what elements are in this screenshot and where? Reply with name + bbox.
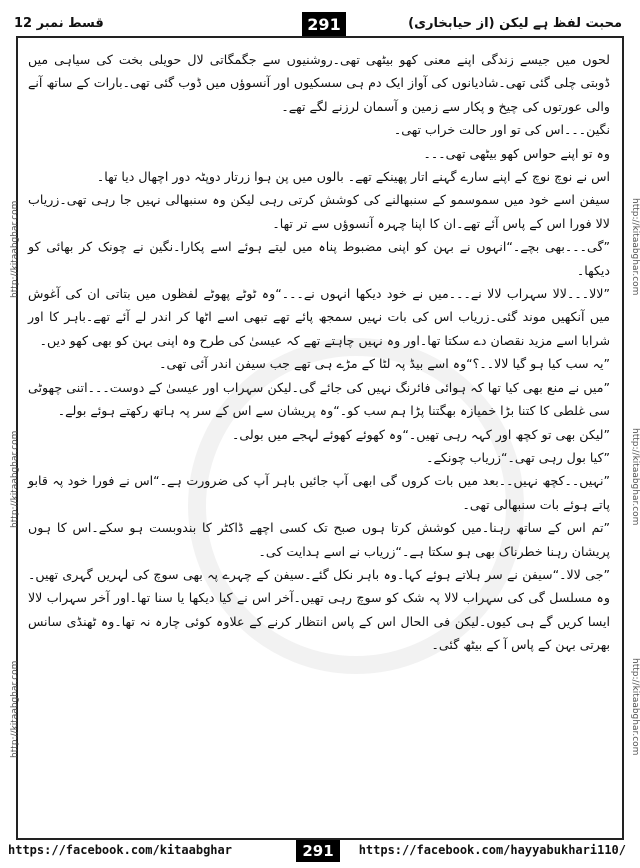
page-footer — [0, 840, 634, 864]
side-url-left-2[interactable]: http://kitaabghar.com — [10, 430, 20, 528]
paragraph: ”تم اس کے ساتھ رہنا۔میں کوشش کرتا ہوں صبح تک کسی اچھے ڈاکٹر کا بندوبست ہو سکے۔اس کا ہوں پریشان رہنا خطرناک بھی ہو سکتا ہے۔“زریاب نے اسے ہدایت کی۔ — [28, 520, 610, 559]
paragraph: لحوں میں جیسے زندگی اپنے معنی کھو بیٹھی تھی۔روشنیوں سے جگمگاتی لال حویلی بخت کی سیاہی میں ڈوبتی چلی گئی تھی۔شادیانوں کی آواز ایک دم ہی سسکیوں اور آنسوؤں میں ڈوب گئی تھی۔بارات کے ساتھ آنے والی عورتوں کی چیخ و پکار سے زمین و آسمان لرزنے لگے تھے۔ — [28, 52, 610, 114]
paragraph: ”گی۔۔۔بھی بچے۔“انہوں نے بہن کو اپنی مضبوط پناہ میں لیتے ہوئے اسے پکارا۔نگین نے چونک کر بھائی کو دیکھا۔ — [28, 239, 610, 278]
paragraph: ”کیا بول رہی تھی۔“زریاب چونکے۔ — [426, 449, 610, 465]
page-number-top: 291 — [302, 12, 346, 38]
facebook-link-kitaabghar[interactable]: https://facebook.com/kitaabghar — [8, 843, 232, 857]
paragraph: ”جی لالا۔“سیفن نے سر ہلاتے ہوئے کہا۔وہ باہر نکل گئے۔سیفن کے چہرے پہ بھی سوچ کی لہریں گہری تھیں۔وہ مسلسل گی کی سہراب لالا پہ شک کو سوچ رہی تھیں۔آخر اس نے کیا دیکھا یا سنا تھا۔اور آخر سہراب لالا ایسا کریں گے ہی کیوں۔لیکن فی الحال اس کے پاس انتظار کرنے کے علاوہ کوئی چارہ نہ تھا۔وہ ٹھنڈی سانس بھرتی بہن کے پاس آ کے بیٹھ گئی۔ — [28, 566, 610, 653]
side-url-right-1[interactable]: http://kitaabghar.com — [630, 198, 640, 296]
paragraph: اس نے نوچ نوچ کے اپنے سارے گہنے اتار پھینکے تھے۔ بالوں میں پن ہوا زرتار دوپٹہ دور اچھال دیا تھا۔ — [96, 169, 610, 185]
paragraph: ”لیکن بھی تو کچھ اور کہہ رہی تھیں۔“وہ کھوئے کھوئے لہجے میں بولی۔ — [231, 426, 610, 442]
story-text — [28, 48, 610, 824]
paragraph: ”لالا۔۔۔لالا سہراب لالا نے۔۔۔میں نے خود دیکھا انہوں نے۔۔۔“وہ ٹوٹے پھوٹے لفظوں میں بتاتی ان کی آغوش میں آنکھیں موند گئی۔زریاب اس کی بات نہیں سمجھ پائے تھے تبھی اسے اٹھا کر اندر لے آئے تھے۔باہر کا اور شرابا اسے مزید نقصان دے سکتا تھا۔اور وہ نہیں چاہتے تھے کہ عیسیٰ کی طرح وہ اپنی بہن کو بھی کھو دیں۔ — [28, 286, 610, 348]
paragraph: وہ تو اپنے حواس کھو بیٹھی تھی۔۔۔ — [423, 145, 610, 161]
novel-title: محبت لفظ ہے لیکن (از حیابخاری) — [408, 16, 622, 31]
paragraph: سیفن اسے خود میں سموسمو کے سنبھالنے کی کوشش کرتی رہی لیکن وہ سنبھالی نہیں جا رہی تھی۔زریاب لالا فورا اس کے پاس آئے تھے۔ان کا اپنا چہرہ آنسوؤں سے تر تھا۔ — [28, 192, 610, 231]
paragraph: ”نہیں۔۔کچھ نہیں۔۔بعد میں بات کروں گی ابھی آپ جائیں باہر آپ کی ضرورت ہے۔“اس نے فورا خود پہ قابو پاتے ہوئے بات سنبھالی تھی۔ — [28, 473, 610, 512]
paragraph: ”میں نے منع بھی کیا تھا کہ ہوائی فائرنگ نہیں کی جائے گی۔لیکن سہراب اور عیسیٰ کے دوست۔۔۔اتنی چھوٹی سی غلطی کا کتنا بڑا خمیازہ بھگتنا پڑا ہم سب کو۔“وہ پریشان سے اس کے سر پہ ہاتھ رکھتے ہوئے بولے۔ — [28, 379, 610, 419]
side-url-right-3[interactable]: http://kitaabghar.com — [630, 658, 640, 756]
episode-label: قسط نمبر 12 — [14, 16, 104, 31]
facebook-link-author[interactable]: https://facebook.com/hayyabukhari110/ — [358, 843, 626, 857]
paragraph: نگین۔۔۔اس کی تو اور حالت خراب تھی۔ — [393, 122, 610, 138]
side-url-left-1[interactable]: http://kitaabghar.com — [10, 200, 20, 298]
side-url-left-3[interactable]: http://kitaabghar.com — [10, 660, 20, 758]
page-number-bottom: 291 — [296, 840, 340, 862]
paragraph: ”یہ سب کیا ہو گیا لالا۔۔؟“وہ اسے بیڈ پہ لٹا کے مڑے ہی تھے جب سیفن اندر آئی تھی۔ — [159, 356, 610, 372]
side-url-right-2[interactable]: http://kitaabghar.com — [630, 428, 640, 526]
